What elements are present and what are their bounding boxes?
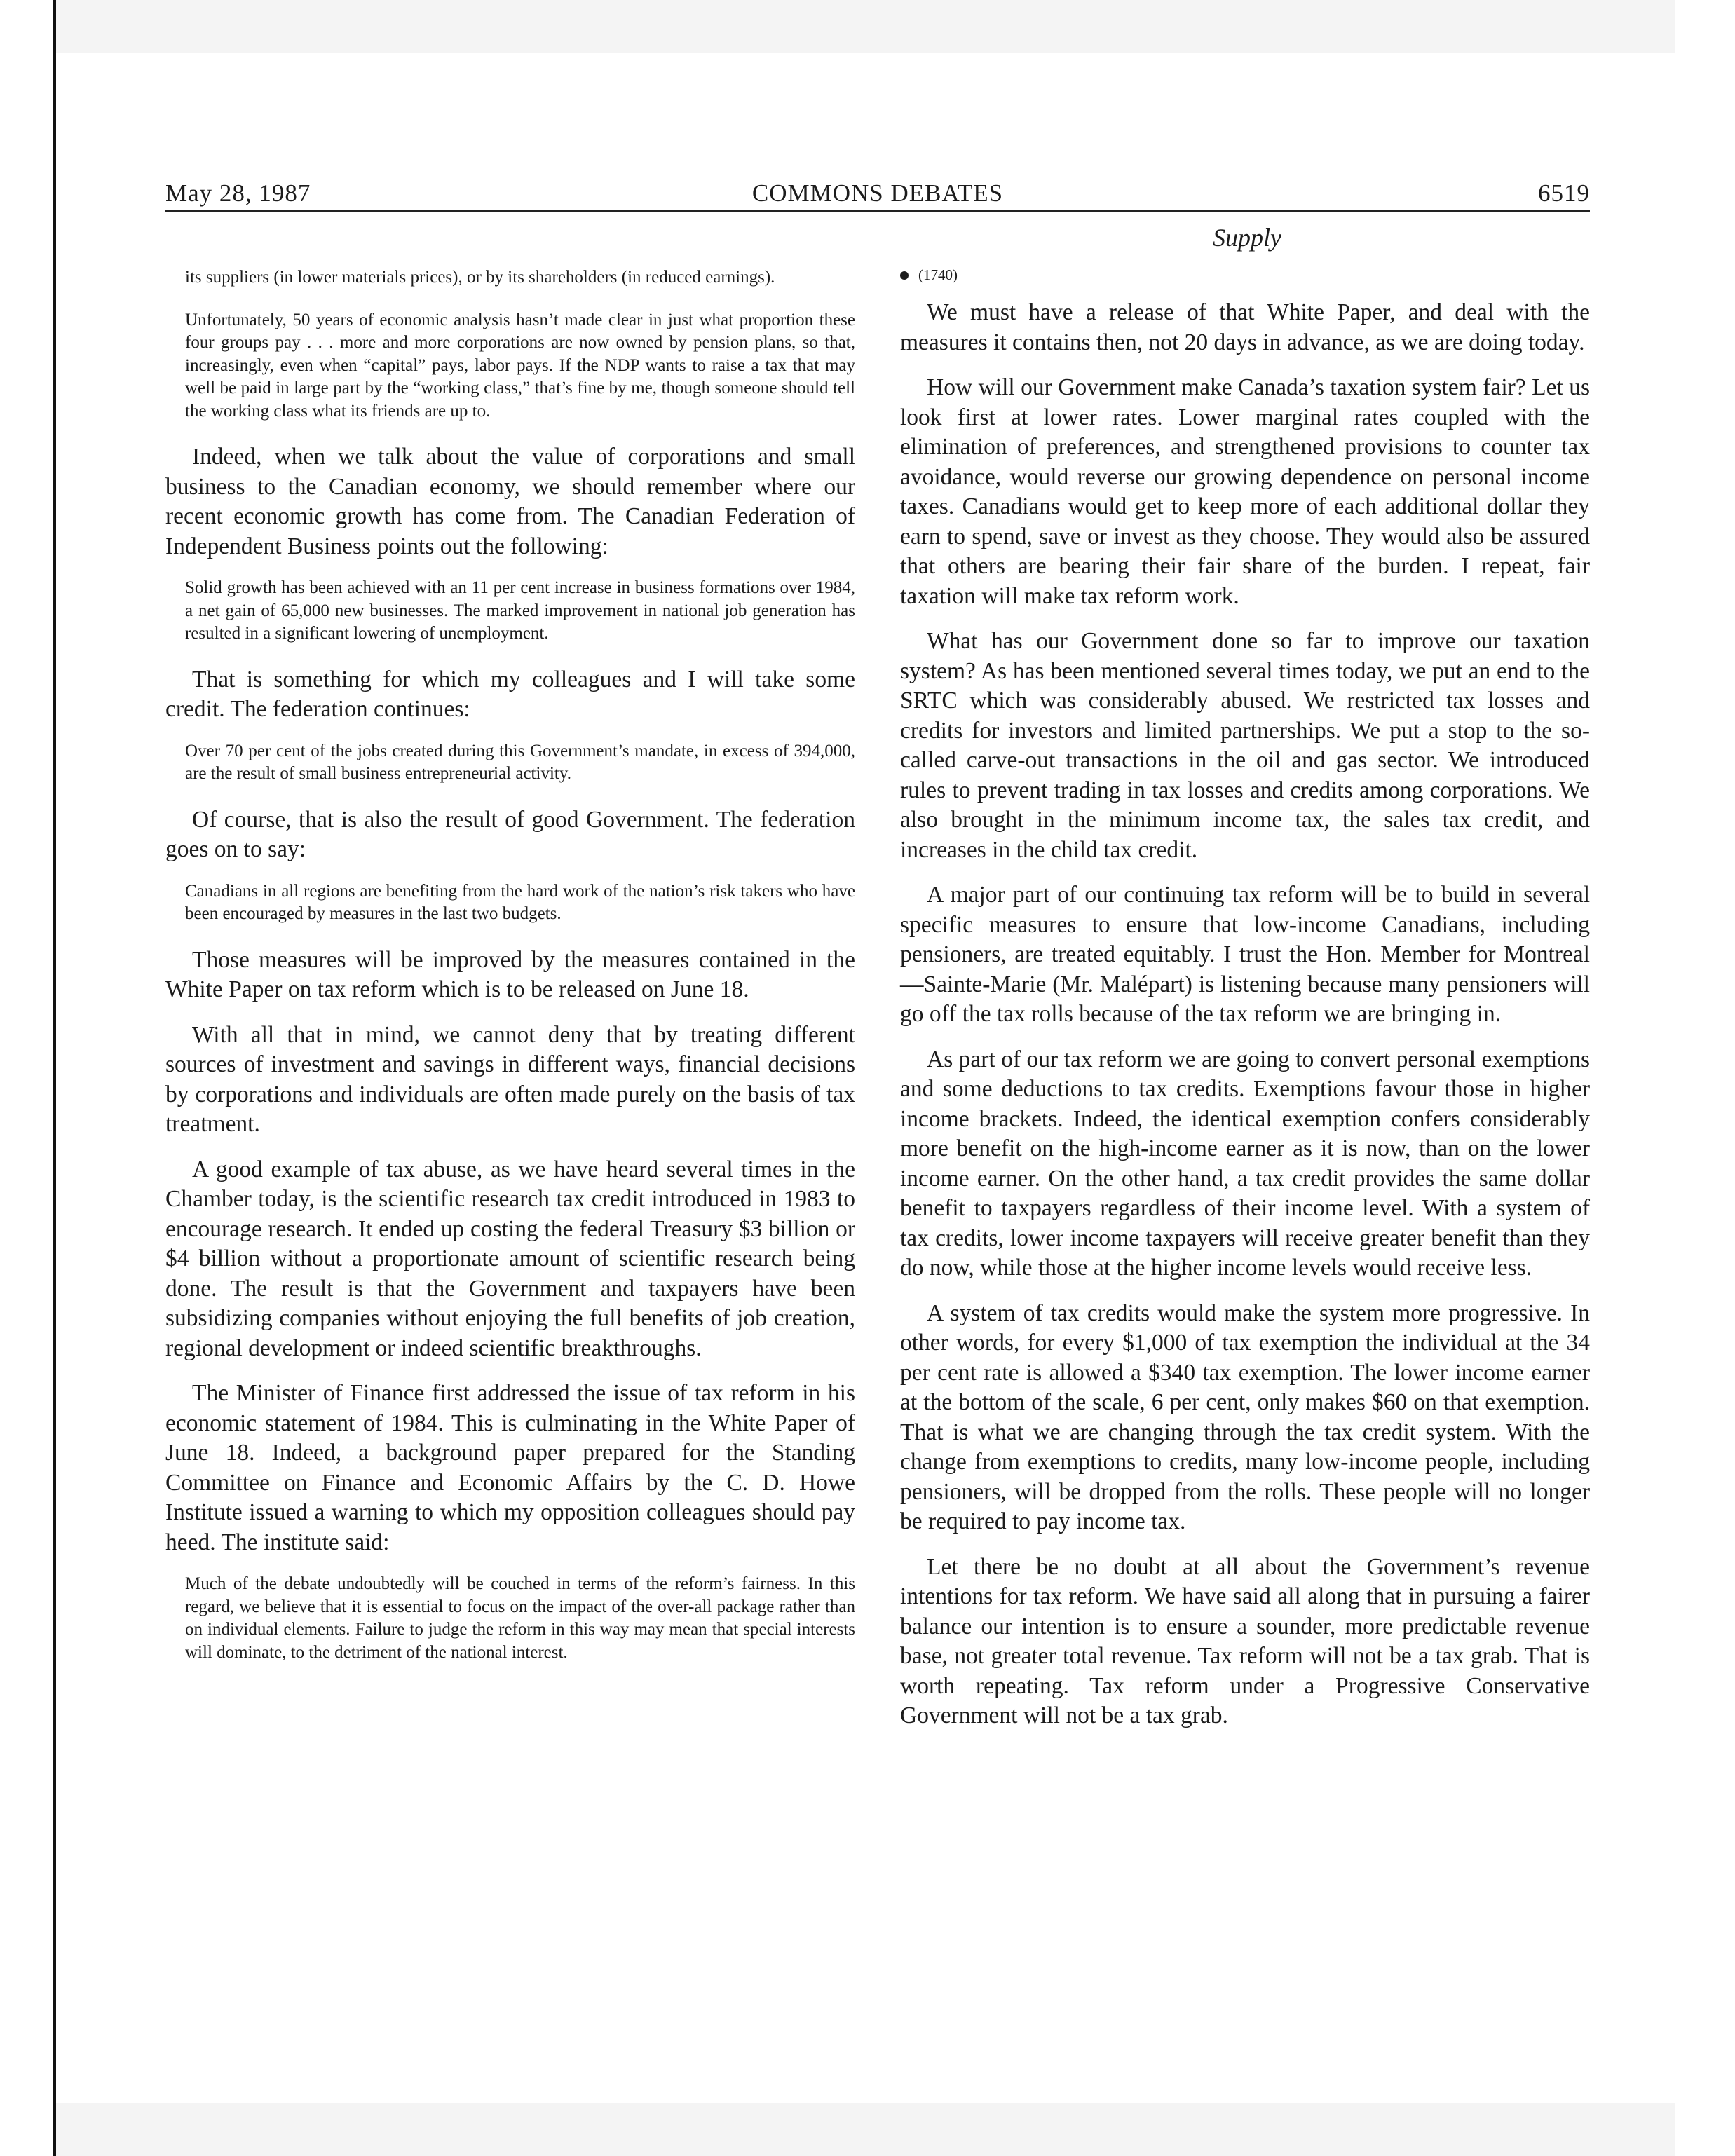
quote-paragraph: Over 70 per cent of the jobs created during this Government’s mandate, in excess of 394,000, are the result of small business entrepreneurial activity. bbox=[185, 741, 855, 783]
page-number: 6519 bbox=[1538, 179, 1590, 207]
scan-border-top bbox=[56, 0, 1675, 53]
body-paragraph: That is something for which my colleagues and I will take some credit. The federation continues: bbox=[165, 666, 855, 722]
scan-border-right bbox=[1675, 0, 1735, 2156]
scan-border-bottom bbox=[56, 2103, 1675, 2156]
header-title: COMMONS DEBATES bbox=[751, 179, 1004, 207]
body-paragraph: A major part of our continuing tax reform will be to build in several specific measures to ensure that low-income Canadians, including pensioners, are treated equitably. I trust the Hon. Member for Montreal—Sainte-Marie (Mr. Malépart) is listening because many pensioners will go off the tax rolls because of the tax reform we are bringing in. bbox=[900, 882, 1590, 1027]
body-paragraph: We must have a release of that White Paper, and deal with the measures it contains then, not 20 days in advance, as we are doing today. bbox=[900, 299, 1590, 355]
body-paragraph: Indeed, when we talk about the value of corporations and small business to the Canadian economy, we should remember where our recent economic growth has come from. The Canadian Federation of Independent Business points out the following: bbox=[165, 444, 855, 559]
quote-paragraph: Solid growth has been achieved with an 11 per cent increase in business formations over 1984, a net gain of 65,000 new businesses. The marked improvement in national job generation has resulted in a significant lowering of unemployment. bbox=[185, 578, 855, 643]
bullet-icon bbox=[900, 271, 909, 280]
left-column bbox=[165, 266, 855, 1684]
quote-paragraph: Canadians in all regions are benefiting from the hard work of the nation’s risk takers who have been encouraged by measures in the last two budgets. bbox=[185, 881, 855, 923]
body-paragraph: What has our Government done so far to improve our taxation system? As has been mentioned several times today, we put an end to the SRTC which was considerably abused. We restricted tax losses and credits for investors and limited partnerships. We put a stop to the so-called carve-out transactions in the oil and gas sector. We introduced rules to prevent trading in tax losses and credits among corporations. We also brought in the minimum income tax, the sales tax credit, and increases in the child tax credit. bbox=[900, 628, 1590, 863]
page-header bbox=[165, 171, 1590, 212]
quote-paragraph: its suppliers (in lower materials prices), or by its shareholders (in reduced earnings). bbox=[185, 268, 775, 287]
section-title: Supply bbox=[1213, 224, 1281, 252]
body-paragraph: Let there be no doubt at all about the Government’s revenue intentions for tax reform. We have said all along that in pursuing a fairer balance our intention is to ensure a sounder, more predictable revenue base, not greater total revenue. Tax reform will not be a tax grab. That is worth repeating. Tax reform under a Progressive Conservative Government will not be a tax grab. bbox=[900, 1553, 1590, 1728]
quote-paragraph: Unfortunately, 50 years of economic analysis hasn’t made clear in just what proportion these four groups pay . . . more and more corporations are now owned by pension plans, so that, increasingly, even when “capital” pays, labor pays. If the NDP wants to raise a tax that may well be paid in large part by the “working class,” that’s fine by me, though someone should tell the working class what its friends are up to. bbox=[185, 310, 855, 421]
body-paragraph: The Minister of Finance first addressed the issue of tax reform in his economic statement of 1984. This is culminating in the White Paper of June 18. Indeed, a background paper prepared for the Standing Committee on Finance and Economic Affairs by the C. D. Howe Institute issued a warning to which my opposition colleagues should pay heed. The institute said: bbox=[165, 1380, 855, 1555]
body-paragraph: With all that in mind, we cannot deny that by treating different sources of investment and savings in different ways, financial decisions by corporations and individuals are often made purely on the basis of tax treatment. bbox=[165, 1021, 855, 1137]
timestamp-text: (1740) bbox=[918, 266, 958, 283]
body-paragraph: A good example of tax abuse, as we have heard several times in the Chamber today, is the scientific research tax credit introduced in 1983 to encourage research. It ended up costing the federal Treasury $3 billion or $4 billion without a proportionate amount of scientific research being done. The result is that the Government and taxpayers have been subsidizing companies without enjoying the full benefits of job creation, regional development or indeed scientific breakthroughs. bbox=[165, 1156, 855, 1361]
body-paragraph: Of course, that is also the result of good Government. The federation goes on to say: bbox=[165, 806, 855, 862]
body-paragraph: Those measures will be improved by the measures contained in the White Paper on tax reform which is to be released on June 18. bbox=[165, 946, 855, 1002]
body-paragraph: A system of tax credits would make the system more progressive. In other words, for every $1,000 of tax exemption the individual at the 34 per cent rate is allowed a $340 tax exemption. The lower income earner at the bottom of the scale, 6 per cent, only makes $60 on that exemption. That is what we are changing through the tax credit system. With the change from exemptions to credits, many low-income people, including pensioners, will be dropped from the rolls. These people will no longer be required to pay income tax. bbox=[900, 1299, 1590, 1534]
body-paragraph: As part of our tax reform we are going to convert personal exemptions and some deductions to tax credits. Exemptions favour those in higher income brackets. Indeed, the identical exemption confers considerably more benefit on the high-income earner as it is now, than on the lower income earner. On the other hand, a tax credit provides the same dollar benefit to taxpayers regardless of their income level. With a system of tax credits, lower income taxpayers will receive greater benefit than they do now, while those at the higher income levels would receive less. bbox=[900, 1046, 1590, 1281]
body-paragraph: How will our Government make Canada’s taxation system fair? Let us look first at lower rates. Lower marginal rates coupled with the elimination of preferences, and strengthened provisions to counter tax avoidance, would reverse our growing dependence on personal income taxes. Canadians would get to keep more of each additional dollar they earn to spend, save or invest as they choose. They would also be assured that others are bearing their fair share of the burden. I repeat, fair taxation will make tax reform work. bbox=[900, 374, 1590, 609]
right-column bbox=[900, 266, 1590, 1747]
timestamp bbox=[900, 266, 1590, 284]
quote-paragraph: Much of the debate undoubtedly will be couched in terms of the reform’s fairness. In this regard, we believe that it is essential to focus on the impact of the over-all package rather than on individual elements. Failure to judge the reform in this way may mean that special interests will dominate, to the detriment of the national interest. bbox=[185, 1574, 855, 1662]
header-date: May 28, 1987 bbox=[165, 179, 311, 207]
scan-border-left bbox=[0, 0, 56, 2156]
